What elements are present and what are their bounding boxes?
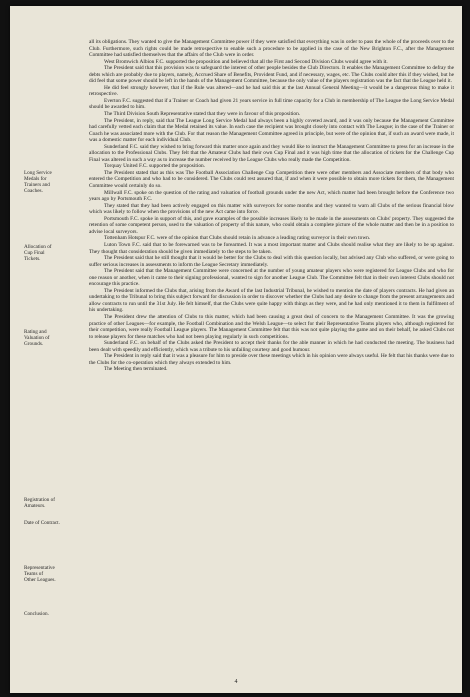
paragraph: Luton Town F.C. said that to be forewarned was to be forearmed. It was a most important matter and Clubs should realise what they are likely to be up against. They thought that consideration should be given immediately to the steps to be taken.: [89, 241, 454, 255]
paragraph: The President, in reply, said that The League Long Service Medal had always been a highly coveted award, and it was only because the Management Committee had carefully vetted each claim that the Medal retained its value. In each case the recipient was brought closely into contact with The League; in the case of the Trainer or Coach he was associated more with the Club. For that reason the Management Committee agreed in principle, but were of the opinion that, if such an award were made, it was a domestic matter for each individual Club.: [89, 117, 454, 144]
paragraph: The President said that the Management Committee were concerned at the number of young amateur players who were registered for League Clubs and who for one reason or another, when it came to their signing professional, wanted to sign for another League Club. The Committee felt that in their own interest Clubs should not encourage this practice.: [89, 268, 454, 288]
paragraph: They stated that they had been actively engaged on this matter with surveyors for some months and they wanted to warn all Clubs of the serious financial blow which was likely to follow when the provisions of the new Act came into force.: [89, 202, 454, 216]
paragraph: Tottenham Hotspur F.C. were of the opinion that Clubs should retain in advance a leading rating surveyor in their own town.: [104, 235, 371, 242]
paragraph: Millwall F.C. spoke on the question of the rating and valuation of football grounds under the new Act, which matter had been brought before the Conference two years ago by Portsmouth F.C.: [89, 189, 454, 203]
paragraph: The President in reply said that it was a pleasure for him to preside over these meetings which in his opinion were always useful. He felt that his thanks were due to the Clubs for the co-operation which they always extended to him.: [89, 353, 454, 366]
paragraph: The President said that this provision was to safeguard the interest of other people besides the Club Directors. It enables the Management Committee to defray the debts which are probably due to players, namely, Accrued Share of Benefits, Provident Fund, and if necessary, wages, etc. The Clubs could alter this if they wished, but he did feel that some power should be left in the hands of the Management Committee, because the only value of the players registration was the fact that the League held it.: [89, 65, 454, 85]
paragraph: The Meeting then terminated.: [104, 366, 168, 373]
margin-note-representative-teams: Representative Teams of Other Leagues.: [24, 565, 56, 583]
margin-note-long-service-medals: Long Service Medals for Trainers and Coaches.: [24, 170, 52, 194]
paragraph: Sunderland F.C. on behalf of the Clubs asked the President to accept their thanks for the able manner in which he had conducted the meeting. The business had been dealt with speedily and efficiently, which was a tribute to his unfailing courtesy and good humour.: [89, 340, 454, 353]
margin-note-registration-amateurs: Registration of Amateurs.: [24, 497, 55, 509]
margin-note-cup-final-tickets: Allocation of Cup Final Tickets.: [24, 244, 52, 262]
paragraph: The President drew the attention of Clubs to this matter, which had been causing a great deal of concern to the Management Committee. It was the growing practice of other Leagues—for example, the Football Combination and the Welsh League—to select for their Representative Teams players who, although registered for their competition, were really Football League players. The Management Committee felt that this was not quite playing the game and on their behalf, he asked Clubs not to release players for these matches who had not been playing regularly in such competitions.: [89, 313, 454, 340]
paragraph: Everton F.C. suggested that if a Trainer or Coach had given 21 years service in full time capacity for a Club in membership of The League the Long Service Medal should be awarded to him.: [89, 97, 454, 111]
margin-note-rating-valuation: Rating and Valuation of Grounds.: [24, 329, 50, 347]
paragraph: The President informed the Clubs that, arising from the Award of the last Industrial Tribunal, he wished to mention the date of players contracts. He had given an undertaking to the Tribunal to bring this subject forward for discussion in order to discover whether the Clubs had any desire to change from the present arrangements and allow contracts to run until the 31st July. He felt himself, that the Clubs were quite happy with things as they were, and he had only mentioned it to them in fulfilment of his undertaking.: [89, 287, 454, 314]
margin-note-conclusion: Conclusion.: [24, 611, 49, 617]
body-text: [89, 39, 454, 373]
paragraph: The President said that he still thought that it would be better for the Clubs to deal with this question locally, but advised any Club who suffered, or were going to suffer serious increases in assessments to inform the League Secretary immediately.: [89, 255, 454, 268]
paragraph: He did feel strongly however, that if the Rule was altered—and he had said this at the last Annual General Meeting—it would be a dangerous thing to make it retrospective.: [89, 84, 454, 98]
paragraph: Portsmouth F.C. spoke in support of this, and gave examples of the possible increases likely to be made in the assessments on Clubs' property. They suggested the retention of some competent person, used to the valuation of property of this nature, who could obtain a complete picture of the whole matter and then be in a position to advise local surveyors.: [89, 215, 454, 235]
page-number: 4: [234, 679, 238, 685]
paragraph: Sunderland F.C. said they wished to bring forward this matter once again and they would like to instruct the Management Committee to press for an increase in the allocation to the Professional Clubs. They felt that the Amateur Clubs had their own Cup Final and it was high time that the allocation of tickets for the Challenge Cup Final was altered in such a way as to increase the number received by the League Clubs who really made the Competition.: [89, 143, 454, 163]
document-page: [10, 6, 462, 693]
paragraph: The Third Division South Representative stated that they were in favour of this proposition.: [104, 111, 301, 118]
margin-note-date-of-contract: Date of Contract.: [24, 520, 60, 526]
paragraph: The President stated that as this was The Football Association Challenge Cup Competition there were other members and Associate members of that body who entered the Competition and who had to be considered. The Clubs could rest assured that, if and when it were possible to obtain more tickets for them, the Management Committee would certainly do so.: [89, 169, 454, 190]
paragraph: all its obligations. They wanted to give the Management Committee power if they were satisfied that everything was in order to pass the whole of the proceeds over to the Club. Furthermore, such rights could be made retrospective to enable such a procedure to be applied in the case of the New Brighton F.C., after the Management Committee had satisfied themselves that the affairs of the Club were in order.: [89, 39, 454, 59]
paragraph: West Bromwich Albion F.C. supported the proposition and believed that all the First and Second Division Clubs would agree with it.: [104, 58, 388, 65]
paragraph: Torquay United F.C. supported the proposition.: [104, 163, 206, 170]
